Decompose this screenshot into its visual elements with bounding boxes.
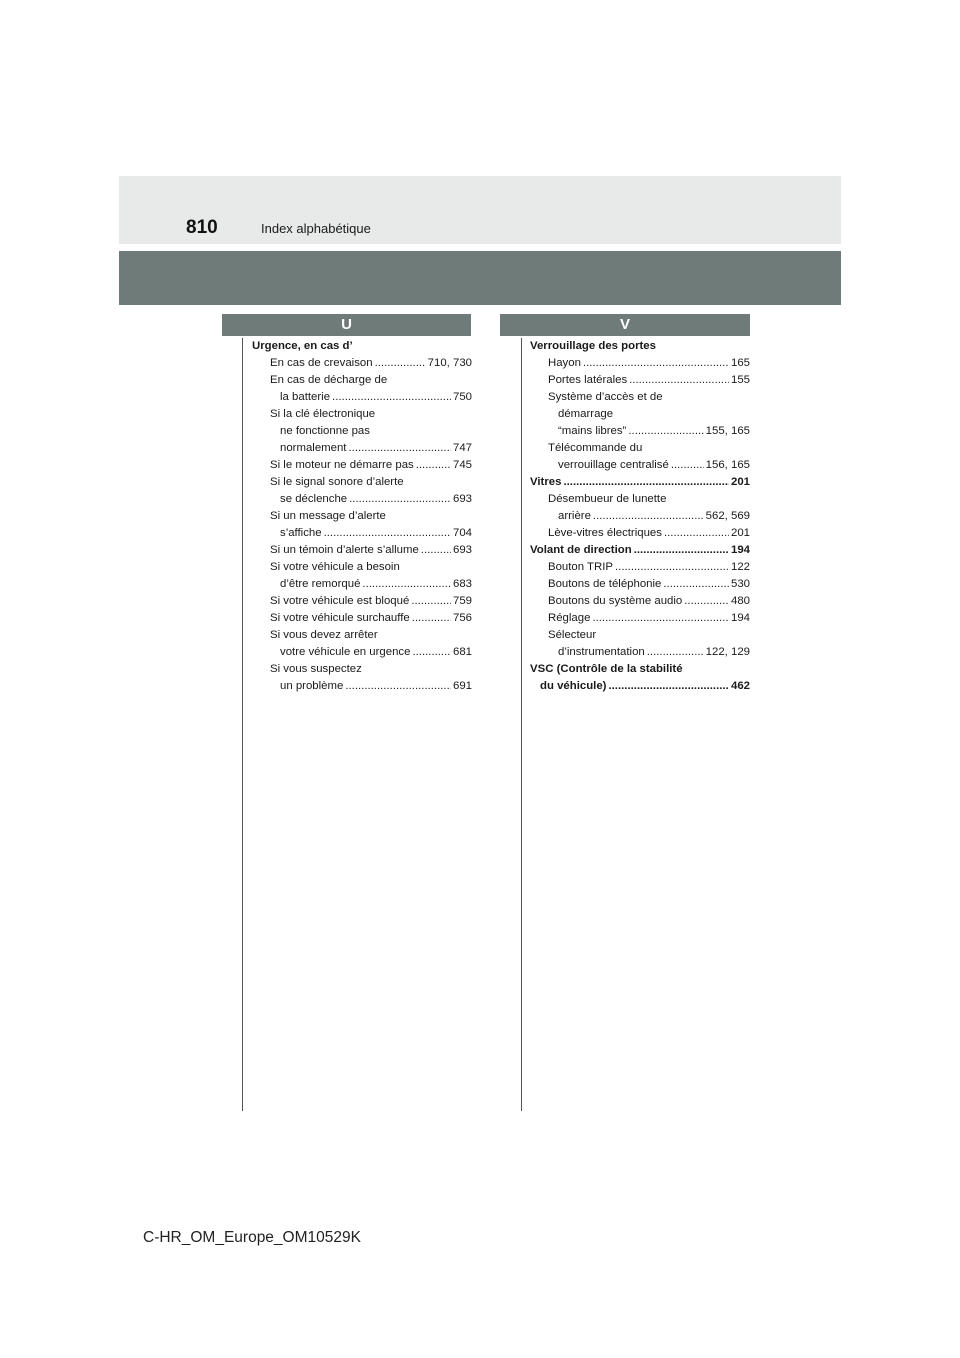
page-ref: 683 (452, 578, 472, 590)
page-ref: 710, 730 (427, 357, 472, 369)
index-entry: votre véhicule en urgence ..... 681 (252, 644, 472, 661)
page-ref: 745 (452, 459, 472, 471)
index-entry: En cas de décharge de (270, 374, 388, 386)
index-entry: Sélecteur (548, 629, 597, 641)
page-ref: 462 (730, 680, 750, 692)
page-number: 810 (186, 217, 218, 238)
index-column-u (252, 338, 472, 695)
page-ref: 165 (730, 357, 750, 369)
letter-heading-u: U (222, 314, 471, 336)
index-entry: Boutons du système audio ..... 480 (530, 593, 750, 610)
page-ref: 530 (730, 578, 750, 590)
page-ref: 693 (452, 493, 472, 505)
section-title: Index alphabétique (261, 221, 371, 236)
index-entry: Boutons de téléphonie ..... 530 (530, 576, 750, 593)
index-entry: s’affiche ..... 704 (252, 525, 472, 542)
index-entry: Hayon ..... 165 (530, 355, 750, 372)
header-dark-band (119, 251, 841, 305)
page-ref: 693 (452, 544, 472, 556)
index-entry: Si le moteur ne démarre pas ..... 745 (252, 457, 472, 474)
page-ref: 155, 165 (705, 425, 750, 437)
header-band (119, 176, 841, 244)
index-entry: démarrage (558, 408, 614, 420)
index-entry: Urgence, en cas d’ (252, 340, 353, 352)
index-entry: Si un message d’alerte (270, 510, 386, 522)
page-ref: 194 (730, 544, 750, 556)
page-ref: 156, 165 (705, 459, 750, 471)
index-entry: Si vous suspectez (270, 663, 362, 675)
index-entry: Si le signal sonore d’alerte (270, 476, 404, 488)
index-entry: d’être remorqué ..... 683 (252, 576, 472, 593)
index-entry: normalement ..... 747 (252, 440, 472, 457)
index-entry: Verrouillage des portes (530, 340, 656, 352)
index-entry: “mains libres” ..... 155, 165 (530, 423, 750, 440)
page-ref: 480 (730, 595, 750, 607)
index-entry: la batterie ..... 750 (252, 389, 472, 406)
page-ref: 194 (730, 612, 750, 624)
index-entry: Si votre véhicule a besoin (270, 561, 400, 573)
page-ref: 201 (730, 527, 750, 539)
index-entry: verrouillage centralisé ..... 156, 165 (530, 457, 750, 474)
index-entry: Si la clé électronique (270, 408, 376, 420)
index-entry: du véhicule) ..... 462 (530, 678, 750, 695)
index-entry: Télécommande du (548, 442, 643, 454)
index-entry: Système d’accès et de (548, 391, 663, 403)
index-column-v (530, 338, 750, 695)
index-entry: Si votre véhicule est bloqué ..... 759 (252, 593, 472, 610)
index-entry: Désembueur de lunette (548, 493, 667, 505)
page-ref: 756 (452, 612, 472, 624)
page-ref: 562, 569 (705, 510, 750, 522)
index-entry: arrière ..... 562, 569 (530, 508, 750, 525)
index-entry: Lève-vitres électriques ..... 201 (530, 525, 750, 542)
page-ref: 155 (730, 374, 750, 386)
index-entry: VSC (Contrôle de la stabilité (530, 663, 683, 675)
index-entry: Si vous devez arrêter (270, 629, 378, 641)
index-entry: Vitres ..... 201 (530, 474, 750, 491)
index-entry: Si un témoin d’alerte s’allume ..... 693 (252, 542, 472, 559)
index-entry: un problème ..... 691 (252, 678, 472, 695)
column-divider-right (521, 338, 522, 1111)
letter-heading-v: V (500, 314, 750, 336)
page-ref: 201 (730, 476, 750, 488)
index-entry: Si votre véhicule surchauffe ..... 756 (252, 610, 472, 627)
page-ref: 747 (452, 442, 472, 454)
column-divider-left (242, 338, 243, 1111)
index-entry: Volant de direction ..... 194 (530, 542, 750, 559)
page-ref: 759 (452, 595, 472, 607)
index-entry: Bouton TRIP ..... 122 (530, 559, 750, 576)
document-code: C-HR_OM_Europe_OM10529K (143, 1229, 361, 1246)
index-entry: ne fonctionne pas (280, 425, 370, 437)
page-ref: 750 (452, 391, 472, 403)
page-ref: 691 (452, 680, 472, 692)
page-ref: 704 (452, 527, 472, 539)
page-ref: 681 (452, 646, 472, 658)
index-entry: Réglage ..... 194 (530, 610, 750, 627)
page-ref: 122, 129 (705, 646, 750, 658)
index-entry: En cas de crevaison ..... 710, 730 (252, 355, 472, 372)
index-entry: se déclenche ..... 693 (252, 491, 472, 508)
index-entry: d’instrumentation ..... 122, 129 (530, 644, 750, 661)
index-entry: Portes latérales ..... 155 (530, 372, 750, 389)
page-ref: 122 (730, 561, 750, 573)
